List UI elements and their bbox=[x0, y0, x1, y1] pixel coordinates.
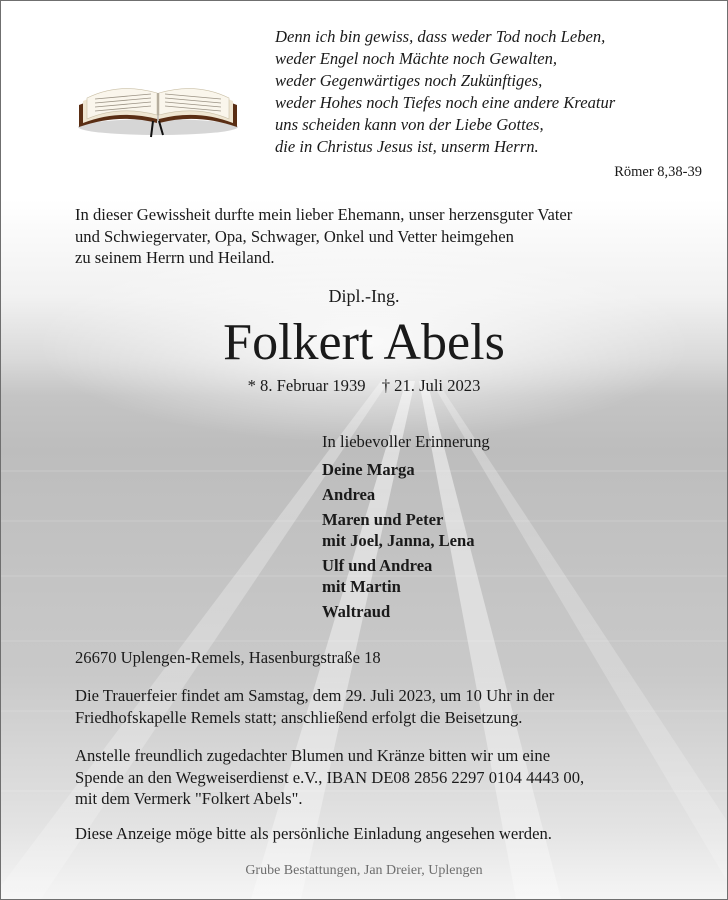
birth-date: * 8. Februar 1939 bbox=[247, 376, 366, 395]
invitation-note bbox=[75, 823, 675, 845]
mourner-line: Ulf und Andrea bbox=[322, 556, 433, 575]
quote-line: die in Christus Jesus ist, unserm Herrn. bbox=[275, 137, 539, 156]
mourner-entry bbox=[322, 555, 622, 597]
quote-line: Denn ich bin gewiss, dass weder Tod noch Leben, bbox=[275, 27, 606, 46]
intro-line: zu seinem Herrn und Heiland. bbox=[75, 248, 275, 267]
mourner-line: Maren und Peter bbox=[322, 510, 444, 529]
open-bible-icon bbox=[73, 71, 243, 141]
funeral-line: Friedhofskapelle Remels statt; anschließend erfolgt die Beisetzung. bbox=[75, 707, 523, 727]
mourner-line: mit Martin bbox=[322, 577, 401, 596]
bible-quote bbox=[275, 26, 705, 158]
mourner-entry bbox=[322, 601, 622, 622]
mourners-block bbox=[322, 431, 622, 626]
funeral-home-credit: Grube Bestattungen, Jan Dreier, Uplengen bbox=[245, 863, 483, 878]
donation-info bbox=[75, 745, 675, 810]
donation-line: mit dem Vermerk "Folkert Abels". bbox=[75, 789, 303, 808]
mourner-line: Deine Marga bbox=[322, 460, 415, 479]
funeral-line: Die Trauerfeier findet am Samstag, dem 29. Juli 2023, um 10 Uhr in der bbox=[75, 686, 555, 705]
deceased-name: Folkert Abels bbox=[223, 314, 505, 371]
mourner-entry bbox=[322, 484, 622, 505]
invitation-line: Diese Anzeige möge bitte als persönliche Einladung angesehen werden. bbox=[75, 824, 552, 843]
quote-line: weder Engel noch Mächte noch Gewalten, bbox=[275, 49, 558, 68]
intro-text bbox=[75, 204, 675, 269]
life-dates bbox=[1, 376, 727, 396]
intro-line: und Schwiegervater, Opa, Schwager, Onkel und Vetter heimgehen bbox=[75, 226, 514, 246]
mourner-entry bbox=[322, 459, 622, 480]
mourners-list bbox=[322, 459, 622, 622]
quote-line: weder Gegenwärtiges noch Zukünftiges, bbox=[275, 71, 543, 90]
quote-line: weder Hohes noch Tiefes noch eine andere Kreatur bbox=[275, 93, 616, 112]
funeral-info bbox=[75, 685, 675, 728]
death-date: † 21. Juli 2023 bbox=[381, 376, 481, 395]
family-address: 26670 Uplengen-Remels, Hasenburgstraße 18 bbox=[75, 648, 381, 667]
donation-line: Spende an den Wegweiserdienst e.V., IBAN DE08 2856 2297 0104 4443 00, bbox=[75, 767, 585, 787]
academic-title: Dipl.-Ing. bbox=[328, 286, 400, 306]
intro-line: In dieser Gewissheit durfte mein lieber Ehemann, unser herzensguter Vater bbox=[75, 205, 573, 224]
mourner-line: Andrea bbox=[322, 485, 376, 504]
mourner-line: mit Joel, Janna, Lena bbox=[322, 531, 475, 550]
mourners-intro: In liebevoller Erinnerung bbox=[322, 432, 490, 451]
quote-line: uns scheiden kann von der Liebe Gottes, bbox=[275, 115, 544, 134]
quote-reference: Römer 8,38-39 bbox=[614, 164, 702, 180]
donation-line: Anstelle freundlich zugedachter Blumen und Kränze bitten wir um eine bbox=[75, 746, 551, 765]
mourner-entry bbox=[322, 509, 622, 551]
mourner-line: Waltraud bbox=[322, 602, 391, 621]
